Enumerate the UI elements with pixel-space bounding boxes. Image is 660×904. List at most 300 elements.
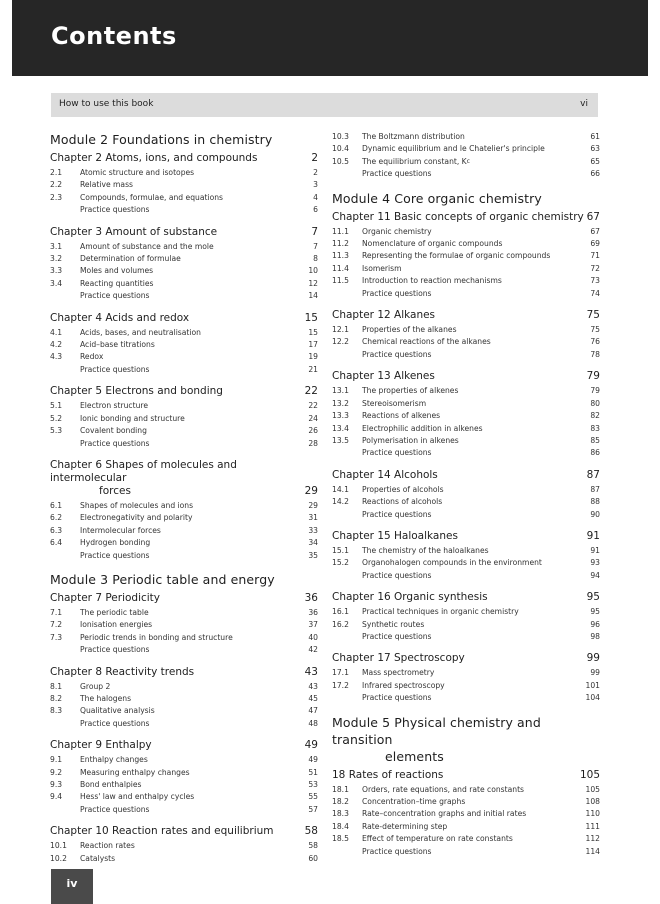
- toc-entry[interactable]: [50, 632, 318, 644]
- toc-entry[interactable]: [50, 791, 318, 803]
- toc-entry-page: 91: [590, 545, 600, 555]
- toc-entry[interactable]: [50, 241, 318, 253]
- toc-entry-page: 19: [308, 352, 318, 362]
- toc-entry[interactable]: [332, 570, 600, 582]
- page-number-box: [51, 869, 93, 904]
- toc-entry-number: 18.1: [332, 784, 349, 794]
- toc-entry-title: Qualitative analysis: [80, 706, 155, 716]
- toc-entry-title: Reaction rates: [80, 841, 135, 851]
- toc-entry[interactable]: [332, 143, 600, 155]
- toc-entry-title: The properties of alkenes: [362, 386, 459, 396]
- toc-entry-title: Practice questions: [362, 169, 432, 179]
- toc-entry[interactable]: [332, 784, 600, 796]
- toc-entry[interactable]: [50, 290, 318, 302]
- chapter-heading[interactable]: [50, 152, 318, 165]
- chapter-block: [50, 739, 318, 816]
- toc-entry-title: Relative mass: [80, 180, 134, 190]
- toc-entry-title: The equilibrium constant, K: [362, 156, 467, 166]
- chapter-block: [332, 370, 600, 459]
- toc-entry-title: Acids, bases, and neutralisation: [80, 327, 201, 337]
- toc-entry-title: Nomenclature of organic compounds: [362, 239, 503, 249]
- chapter-title: Chapter 5 Electrons and bonding: [50, 385, 223, 398]
- toc-entry-title: Infrared spectroscopy: [362, 680, 445, 690]
- toc-entry-title: Practice questions: [362, 509, 432, 519]
- toc-entry-page: 63: [590, 144, 600, 154]
- toc-entry-page: 114: [585, 846, 600, 856]
- toc-entry-page: 58: [308, 841, 318, 851]
- toc-entry-title: Concentration–time graphs: [362, 797, 466, 806]
- toc-entry[interactable]: [332, 619, 600, 631]
- chapter-title: Chapter 9 Enthalpy: [50, 739, 152, 752]
- toc-entry-number: 13.5: [332, 435, 349, 445]
- toc-entry[interactable]: [332, 447, 600, 459]
- toc-entry[interactable]: [332, 410, 600, 422]
- continued-entries: [332, 131, 600, 181]
- toc-entry-number: 17.2: [332, 680, 349, 690]
- toc-entry-number: 3.4: [50, 278, 63, 288]
- toc-entry-title: The chemistry of the haloalkanes: [362, 545, 489, 555]
- toc-entry-number: [50, 718, 80, 730]
- toc-entry-number: 13.4: [332, 423, 349, 433]
- toc-entry[interactable]: [332, 435, 600, 447]
- toc-entry[interactable]: [50, 265, 318, 277]
- toc-entry-number: [50, 364, 80, 376]
- toc-entry[interactable]: [50, 253, 318, 265]
- chapter-page: 2: [311, 152, 318, 164]
- toc-entry-number: 16.1: [332, 607, 349, 617]
- chapter-heading[interactable]: [332, 469, 600, 482]
- toc-entry-page: 28: [308, 438, 318, 448]
- toc-entry-page: 14: [308, 291, 318, 301]
- chapter-title: Chapter 3 Amount of substance: [50, 225, 218, 238]
- toc-entry-page: 104: [585, 693, 600, 703]
- chapter-heading[interactable]: [50, 592, 318, 605]
- toc-entry-page: 94: [590, 570, 600, 580]
- toc-entry-number: 5.2: [50, 413, 63, 423]
- chapter-heading[interactable]: [50, 385, 318, 398]
- toc-entry-number: 16.2: [332, 619, 349, 629]
- chapter-heading[interactable]: [332, 309, 600, 322]
- module-heading: Module 2 Foundations in chemistry: [50, 132, 273, 147]
- toc-entry-page: 53: [308, 780, 318, 789]
- chapter-title: Chapter 7 Periodicity: [50, 591, 161, 604]
- toc-entry-page: 10: [308, 266, 318, 276]
- toc-entry-title: Stereoisomerism: [362, 398, 427, 408]
- chapter-title-line1: Chapter 6 Shapes of molecules and intermolecular: [50, 458, 237, 484]
- toc-entry-title: Mass spectrometry: [362, 668, 435, 678]
- toc-entry[interactable]: [50, 204, 318, 216]
- toc-entry-title: Rate–concentration graphs and initial rates: [362, 809, 527, 819]
- toc-entry-page: 88: [590, 497, 600, 507]
- toc-entry-page: 45: [308, 693, 318, 703]
- toc-entry-page: 35: [308, 550, 318, 560]
- toc-entry-number: 18.2: [332, 797, 349, 806]
- toc-entry-page: 36: [308, 607, 318, 617]
- toc-entry[interactable]: [332, 833, 600, 845]
- toc-entry-number: 4.1: [50, 327, 63, 337]
- chapter-heading[interactable]: [332, 370, 600, 383]
- toc-entry-page: 98: [590, 631, 600, 641]
- toc-entry[interactable]: [50, 537, 318, 549]
- toc-entry-page: 87: [590, 484, 600, 494]
- toc-entry-page: 83: [590, 423, 600, 433]
- toc-entry[interactable]: [332, 385, 600, 397]
- toc-entry-number: 12.1: [332, 325, 349, 335]
- toc-entry[interactable]: [332, 275, 600, 287]
- chapter-block: [50, 592, 318, 657]
- toc-entry-number: 8.1: [50, 681, 63, 691]
- toc-entry[interactable]: [50, 512, 318, 524]
- toc-entry-page: 65: [590, 156, 600, 166]
- toc-entry-page: 15: [308, 327, 318, 337]
- toc-entry[interactable]: [50, 167, 318, 179]
- chapter-page: 15: [304, 311, 318, 324]
- toc-entry-page: 93: [590, 558, 600, 568]
- chapter-block: [332, 469, 600, 521]
- toc-entry-page: 76: [590, 337, 600, 347]
- toc-entry-page: 111: [585, 821, 600, 831]
- toc-entry-number: 13.1: [332, 386, 349, 396]
- chapter-title: Chapter 11 Basic concepts of organic chemistry: [332, 210, 584, 223]
- toc-entry-page: 112: [585, 834, 600, 844]
- chapter-heading[interactable]: [332, 591, 600, 604]
- toc-entry-title: Bond enthalpies: [80, 780, 142, 789]
- toc-entry[interactable]: [50, 619, 318, 631]
- toc-entry-title: Reacting quantities: [80, 278, 154, 288]
- toc-entry-number: [50, 204, 80, 216]
- toc-entry[interactable]: [332, 667, 600, 679]
- module-heading: Module 3 Periodic table and energy: [50, 571, 275, 587]
- chapter-block: [50, 152, 318, 217]
- toc-entry-title: Isomerism: [362, 263, 402, 273]
- toc-entry-page: 61: [590, 132, 600, 141]
- toc-entry-page: 55: [308, 792, 318, 802]
- chapter-block: [332, 769, 600, 858]
- toc-entry-page: 22: [308, 401, 318, 411]
- toc-entry-number: 9.1: [50, 755, 63, 765]
- toc-entry-title: Group 2: [80, 681, 111, 691]
- toc-entry-number: 14.1: [332, 484, 349, 494]
- chapter-heading[interactable]: [50, 459, 318, 498]
- toc-entry-title: Moles and volumes: [80, 266, 154, 276]
- toc-entry-page: 8: [313, 254, 318, 264]
- toc-entry-title: Practice questions: [80, 438, 150, 448]
- chapter-block: [332, 309, 600, 361]
- how-to-use-label: How to use this book: [59, 99, 154, 109]
- chapter-heading[interactable]: [332, 769, 600, 782]
- toc-entry[interactable]: [332, 545, 600, 557]
- toc-entry-title: Practice questions: [80, 550, 150, 560]
- toc-entry-title: Practice questions: [362, 631, 432, 641]
- chapter-heading[interactable]: [332, 530, 600, 543]
- toc-entry-page: 73: [590, 276, 600, 286]
- toc-entry-page: 67: [590, 226, 600, 236]
- toc-entry[interactable]: [50, 607, 318, 619]
- toc-entry[interactable]: [50, 853, 318, 865]
- toc-entry-number: 7.3: [50, 632, 63, 642]
- toc-entry[interactable]: [332, 496, 600, 508]
- toc-entry[interactable]: [332, 156, 600, 168]
- toc-entry-page: 71: [590, 251, 600, 261]
- chapter-heading[interactable]: [50, 666, 318, 679]
- chapter-title: Chapter 14 Alcohols: [332, 468, 438, 481]
- toc-entry-number: [332, 349, 362, 361]
- toc-entry[interactable]: [332, 336, 600, 348]
- chapter-title: Chapter 12 Alkanes: [332, 309, 436, 322]
- toc-entry[interactable]: [332, 796, 600, 808]
- toc-entry-page: 24: [308, 413, 318, 423]
- toc-entry[interactable]: [332, 606, 600, 618]
- toc-entry[interactable]: [332, 226, 600, 238]
- toc-entry[interactable]: [50, 804, 318, 816]
- toc-entry[interactable]: [50, 400, 318, 412]
- chapter-heading[interactable]: [332, 211, 600, 224]
- chapter-heading[interactable]: [50, 226, 318, 239]
- toc-entry-title: Acid–base titrations: [80, 340, 155, 350]
- toc-entry[interactable]: [50, 438, 318, 450]
- toc-entry-title: Practice questions: [80, 718, 150, 728]
- toc-entry[interactable]: [332, 509, 600, 521]
- chapter-block: [50, 825, 318, 865]
- toc-entry-number: 2.3: [50, 192, 63, 202]
- toc-entry-title: Reactions of alkenes: [362, 411, 441, 421]
- toc-entry-page: 86: [590, 448, 600, 458]
- chapter-page: 7: [311, 225, 318, 238]
- toc-entry-page: 42: [308, 645, 318, 655]
- toc-entry-title: Shapes of molecules and ions: [80, 500, 194, 510]
- toc-entry[interactable]: [50, 550, 318, 562]
- chapter-page: 29: [304, 484, 318, 497]
- toc-entry[interactable]: [50, 351, 318, 363]
- toc-entry-title: Practice questions: [362, 846, 432, 856]
- toc-entry-title: The periodic table: [80, 607, 149, 617]
- toc-entry-page: 49: [308, 755, 318, 765]
- toc-entry-page: 108: [585, 797, 600, 806]
- toc-entry[interactable]: [332, 238, 600, 250]
- chapter-title: Chapter 16 Organic synthesis: [332, 591, 488, 604]
- module-heading: Module 4 Core organic chemistry: [332, 190, 542, 206]
- toc-entry-title: Enthalpy changes: [80, 755, 148, 765]
- toc-entry-page: 85: [590, 435, 600, 445]
- how-to-use-row[interactable]: [51, 93, 598, 117]
- toc-entry-page: 34: [308, 538, 318, 548]
- toc-entry[interactable]: [332, 484, 600, 496]
- toc-entry-number: 6.3: [50, 525, 63, 535]
- toc-entry[interactable]: [50, 500, 318, 512]
- chapter-heading[interactable]: [332, 652, 600, 665]
- toc-entry-title: Ionisation energies: [80, 620, 153, 630]
- toc-entry-page: 96: [590, 619, 600, 629]
- toc-entry-title: Hess' law and enthalpy cycles: [80, 792, 195, 802]
- toc-entry[interactable]: [332, 631, 600, 643]
- toc-entry-page: 6: [313, 205, 318, 215]
- toc-entry[interactable]: [332, 557, 600, 569]
- toc-entry[interactable]: [50, 413, 318, 425]
- toc-entry-page: 3: [313, 180, 318, 190]
- toc-entry-number: 3.2: [50, 254, 63, 264]
- chapter-block: [50, 385, 318, 450]
- chapter-block: [50, 226, 318, 303]
- toc-entry-number: [50, 290, 80, 302]
- page-header: [12, 0, 648, 76]
- toc-entry-page: 90: [590, 509, 600, 519]
- toc-entry-title: Organohalogen compounds in the environment: [362, 558, 542, 568]
- toc-entry-title: Catalysts: [80, 853, 116, 863]
- toc-entry-page: 48: [308, 718, 318, 728]
- toc-entry-page: 99: [590, 668, 600, 678]
- toc-entry[interactable]: [332, 168, 600, 180]
- toc-entry-number: 10.4: [332, 144, 349, 154]
- chapter-block: [332, 652, 600, 704]
- toc-entry[interactable]: [332, 692, 600, 704]
- toc-entry-number: 17.1: [332, 668, 349, 678]
- toc-entry[interactable]: [50, 425, 318, 437]
- toc-entry-page: 17: [308, 340, 318, 350]
- toc-entry[interactable]: [50, 327, 318, 339]
- toc-entry[interactable]: [50, 767, 318, 779]
- toc-entry-number: 18.4: [332, 821, 349, 831]
- toc-entry-number: [50, 550, 80, 562]
- toc-entry-number: [332, 570, 362, 582]
- chapter-block: [50, 459, 318, 562]
- toc-entry[interactable]: [332, 324, 600, 336]
- toc-entry-number: 8.3: [50, 706, 63, 716]
- toc-entry-page: 47: [308, 706, 318, 716]
- toc-entry-number: [50, 644, 80, 656]
- toc-entry-page: 26: [308, 426, 318, 436]
- toc-entry-page: 31: [308, 513, 318, 523]
- toc-entry-title: Electrophilic addition in alkenes: [362, 423, 483, 433]
- toc-entry[interactable]: [50, 840, 318, 852]
- toc-entry-number: 6.4: [50, 538, 63, 548]
- toc-entry-page: 66: [590, 169, 600, 179]
- toc-entry[interactable]: [332, 680, 600, 692]
- chapter-title: 18 Rates of reactions: [332, 768, 444, 781]
- toc-entry[interactable]: [50, 339, 318, 351]
- toc-entry-page: 80: [590, 398, 600, 408]
- toc-entry-number: 2.2: [50, 180, 63, 190]
- chapter-page: 49: [304, 739, 318, 752]
- toc-entry[interactable]: [332, 808, 600, 820]
- toc-entry-title: Practice questions: [80, 804, 150, 814]
- toc-entry[interactable]: [50, 754, 318, 766]
- toc-entry-page: 57: [308, 804, 318, 814]
- chapter-block: [332, 211, 600, 300]
- toc-entry[interactable]: [332, 398, 600, 410]
- toc-entry-page: 69: [590, 239, 600, 249]
- toc-entry[interactable]: [50, 192, 318, 204]
- toc-entry[interactable]: [332, 423, 600, 435]
- chapter-heading[interactable]: [50, 739, 318, 752]
- toc-entry[interactable]: [50, 644, 318, 656]
- toc-entry-title: Practice questions: [362, 570, 432, 580]
- toc-entry-number: 10.1: [50, 841, 67, 851]
- toc-entry-number: 9.2: [50, 767, 63, 777]
- toc-entry-title: Practice questions: [80, 291, 150, 301]
- chapter-page: 22: [304, 385, 318, 398]
- toc-entry-title: Chemical reactions of the alkanes: [362, 337, 491, 347]
- toc-entry-number: 14.2: [332, 497, 349, 507]
- toc-entry-number: 9.4: [50, 792, 63, 802]
- toc-entry[interactable]: [50, 779, 318, 791]
- toc-entry-title: Orders, rate equations, and rate constants: [362, 784, 524, 794]
- toc-entry-title: Synthetic routes: [362, 619, 425, 629]
- toc-entry-number: 11.3: [332, 251, 349, 261]
- toc-entry[interactable]: [50, 364, 318, 376]
- toc-entry-title: Ionic bonding and structure: [80, 413, 185, 423]
- toc-entry-page: 51: [308, 767, 318, 777]
- toc-entry-number: [332, 692, 362, 704]
- toc-entry-title: Dynamic equilibrium and le Chatelier's principle: [362, 144, 545, 154]
- toc-entry-title: Measuring enthalpy changes: [80, 767, 190, 777]
- toc-entry-title: Reactions of alcohols: [362, 497, 443, 507]
- toc-entry[interactable]: [50, 278, 318, 290]
- toc-entry[interactable]: [50, 705, 318, 717]
- toc-entry-title: Practice questions: [362, 349, 432, 359]
- toc-entry[interactable]: [332, 131, 600, 143]
- toc-entry[interactable]: [50, 525, 318, 537]
- toc-entry-page: 21: [308, 364, 318, 374]
- toc-entry-page: 74: [590, 288, 600, 298]
- toc-entry[interactable]: [332, 250, 600, 262]
- toc-entry-title: The halogens: [80, 693, 132, 703]
- toc-entry-number: 7.1: [50, 607, 63, 617]
- page-number: iv: [66, 877, 78, 890]
- toc-entry-title: Covalent bonding: [80, 426, 147, 436]
- toc-entry-number: [332, 168, 362, 180]
- toc-entry-number: 7.2: [50, 620, 63, 630]
- toc-entry[interactable]: [50, 718, 318, 730]
- toc-entry-number: 15.2: [332, 558, 349, 568]
- toc-entry-title: Rate-determining step: [362, 821, 448, 831]
- module-heading-line2: elements: [385, 748, 444, 764]
- toc-entry[interactable]: [332, 846, 600, 858]
- toc-entry[interactable]: [332, 821, 600, 833]
- toc-entry[interactable]: [332, 349, 600, 361]
- chapter-title: [50, 459, 305, 498]
- toc-entry[interactable]: [332, 263, 600, 275]
- toc-entry-title: Practice questions: [80, 205, 150, 215]
- chapter-page: 105: [579, 768, 600, 781]
- toc-entry-title: Practice questions: [80, 364, 150, 374]
- toc-entry-title: Practice questions: [362, 693, 432, 703]
- toc-entry-number: [50, 804, 80, 816]
- toc-entry-number: 13.3: [332, 411, 349, 421]
- toc-entry-page: 78: [590, 349, 600, 359]
- toc-entry-title: Practice questions: [80, 645, 150, 655]
- toc-entry-number: 4.2: [50, 340, 63, 350]
- toc-entry-number: [332, 846, 362, 858]
- chapter-title: Chapter 2 Atoms, ions, and compounds: [50, 152, 258, 164]
- chapter-heading[interactable]: [50, 825, 318, 838]
- toc-entry-number: [50, 438, 80, 450]
- toc-entry[interactable]: [50, 179, 318, 191]
- chapter-heading[interactable]: [50, 312, 318, 325]
- chapter-page: 79: [586, 370, 600, 383]
- chapter-page: 43: [304, 665, 318, 678]
- toc-entry-title: The Boltzmann distribution: [362, 132, 465, 141]
- chapter-title: Chapter 4 Acids and redox: [50, 311, 190, 324]
- toc-entry-page: 79: [590, 386, 600, 396]
- chapter-page: 95: [586, 591, 600, 604]
- chapter-title: Chapter 8 Reactivity trends: [50, 665, 195, 678]
- toc-entry-title: Hydrogen bonding: [80, 538, 151, 548]
- toc-entry[interactable]: [332, 288, 600, 300]
- toc-entry[interactable]: [50, 693, 318, 705]
- toc-entry[interactable]: [50, 681, 318, 693]
- toc-entry-title: Intermolecular forces: [80, 525, 161, 535]
- toc-entry-page: 33: [308, 525, 318, 535]
